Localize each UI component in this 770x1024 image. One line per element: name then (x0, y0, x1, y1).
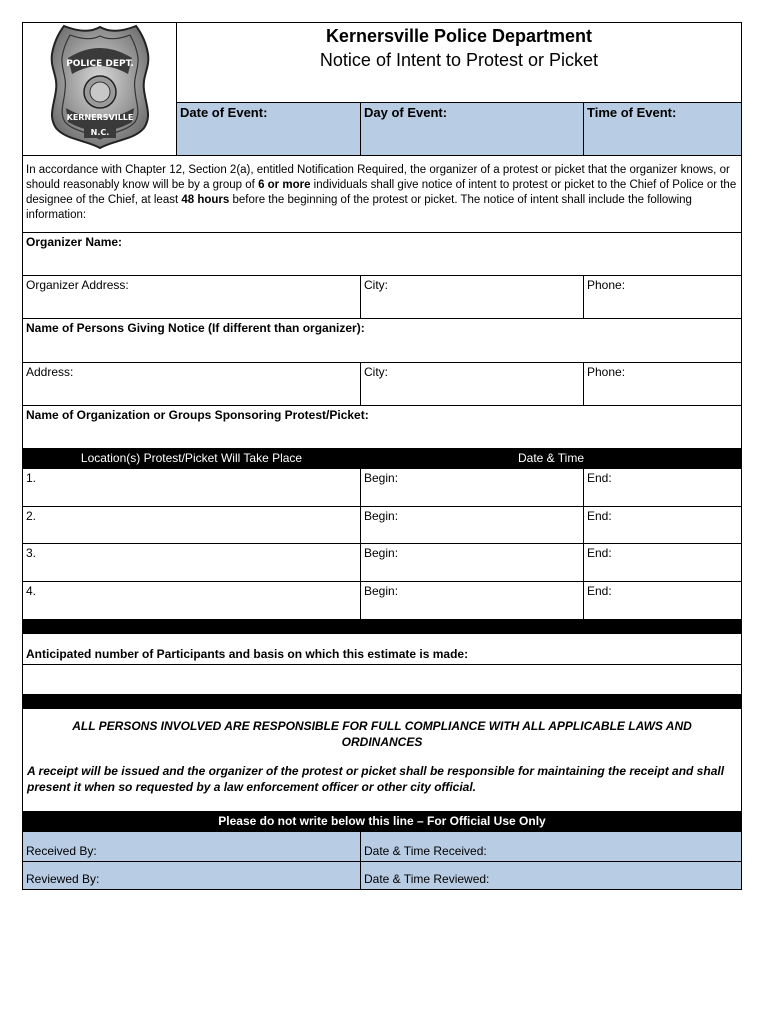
location-row-4[interactable]: 4. (23, 582, 361, 620)
compliance-cell (23, 709, 742, 812)
intro-bold-count: 6 or more (258, 179, 311, 191)
end-field-4[interactable]: End: (584, 582, 742, 620)
divider-bar (23, 695, 742, 709)
organizer-address-field[interactable]: Organizer Address: (23, 276, 361, 319)
participants-label: Anticipated number of Participants and basis on which this estimate is made: (23, 634, 742, 665)
notice-city-field[interactable]: City: (361, 363, 584, 406)
police-badge-icon (46, 24, 154, 150)
notice-phone-field[interactable]: Phone: (584, 363, 742, 406)
organizer-city-field[interactable]: City: (361, 276, 584, 319)
participants-field[interactable] (23, 665, 742, 695)
intro-paragraph (23, 156, 742, 233)
compliance-statement: ALL PERSONS INVOLVED ARE RESPONSIBLE FOR FULL COMPLIANCE WITH ALL APPLICABLE LAWS AND ORDINANCES (72, 719, 692, 749)
begin-field-2[interactable]: Begin: (361, 507, 584, 544)
organizer-name-field[interactable]: Organizer Name: (23, 233, 742, 276)
receipt-statement: A receipt will be issued and the organizer of the protest or picket shall be responsible for maintaining the receipt and shall present it when so requested by a law enforcement officer or other city official. (27, 764, 725, 794)
intro-text-1: In accordance with Chapter 12, Section 2(a), entitled Notification Required, the organizer of a protest or picket that the organizer knows, or should reasonably know will be by a group of (26, 164, 730, 191)
location-row-1[interactable]: 1. (23, 469, 361, 507)
location-row-3[interactable]: 3. (23, 544, 361, 582)
begin-field-1[interactable]: Begin: (361, 469, 584, 507)
reviewed-by-field[interactable]: Reviewed By: (23, 862, 361, 890)
sponsor-field[interactable]: Name of Organization or Groups Sponsoring Protest/Picket: (23, 406, 742, 449)
time-of-event-field[interactable]: Time of Event: (584, 103, 742, 156)
end-field-3[interactable]: End: (584, 544, 742, 582)
location-row-2[interactable]: 2. (23, 507, 361, 544)
intro-text-3: before the beginning of the protest or picket. The notice of intent shall include the following information: (26, 194, 692, 221)
date-received-field[interactable]: Date & Time Received: (361, 832, 742, 862)
datetime-header: Date & Time (361, 449, 742, 469)
day-of-event-field[interactable]: Day of Event: (361, 103, 584, 156)
protest-notice-form (22, 22, 741, 890)
end-field-1[interactable]: End: (584, 469, 742, 507)
intro-bold-hours: 48 hours (181, 194, 230, 206)
badge-bottom-text: KERNERSVILLE (66, 113, 133, 122)
notice-persons-field[interactable]: Name of Persons Giving Notice (If different than organizer): (23, 319, 742, 363)
header-title-cell (177, 23, 742, 103)
date-of-event-field[interactable]: Date of Event: (177, 103, 361, 156)
begin-field-3[interactable]: Begin: (361, 544, 584, 582)
page-subtitle: Notice of Intent to Protest or Picket (319, 50, 599, 70)
notice-address-field[interactable]: Address: (23, 363, 361, 406)
received-by-field[interactable]: Received By: (23, 832, 361, 862)
official-use-header: Please do not write below this line – For Official Use Only (23, 812, 742, 832)
divider-bar (23, 620, 742, 634)
begin-field-4[interactable]: Begin: (361, 582, 584, 620)
form-table (22, 22, 742, 890)
organizer-phone-field[interactable]: Phone: (584, 276, 742, 319)
badge-state-text: N.C. (90, 128, 109, 137)
date-reviewed-field[interactable]: Date & Time Reviewed: (361, 862, 742, 890)
page-title: Kernersville Police Department (325, 26, 593, 46)
badge-logo-cell (23, 23, 177, 156)
intro-text-2: individuals shall give notice of intent to protest or picket to the Chief of Police or the designee of the Chief, at least (26, 179, 737, 206)
locations-header: Location(s) Protest/Picket Will Take Place (23, 449, 361, 469)
badge-top-text: POLICE DEPT. (65, 59, 134, 69)
end-field-2[interactable]: End: (584, 507, 742, 544)
